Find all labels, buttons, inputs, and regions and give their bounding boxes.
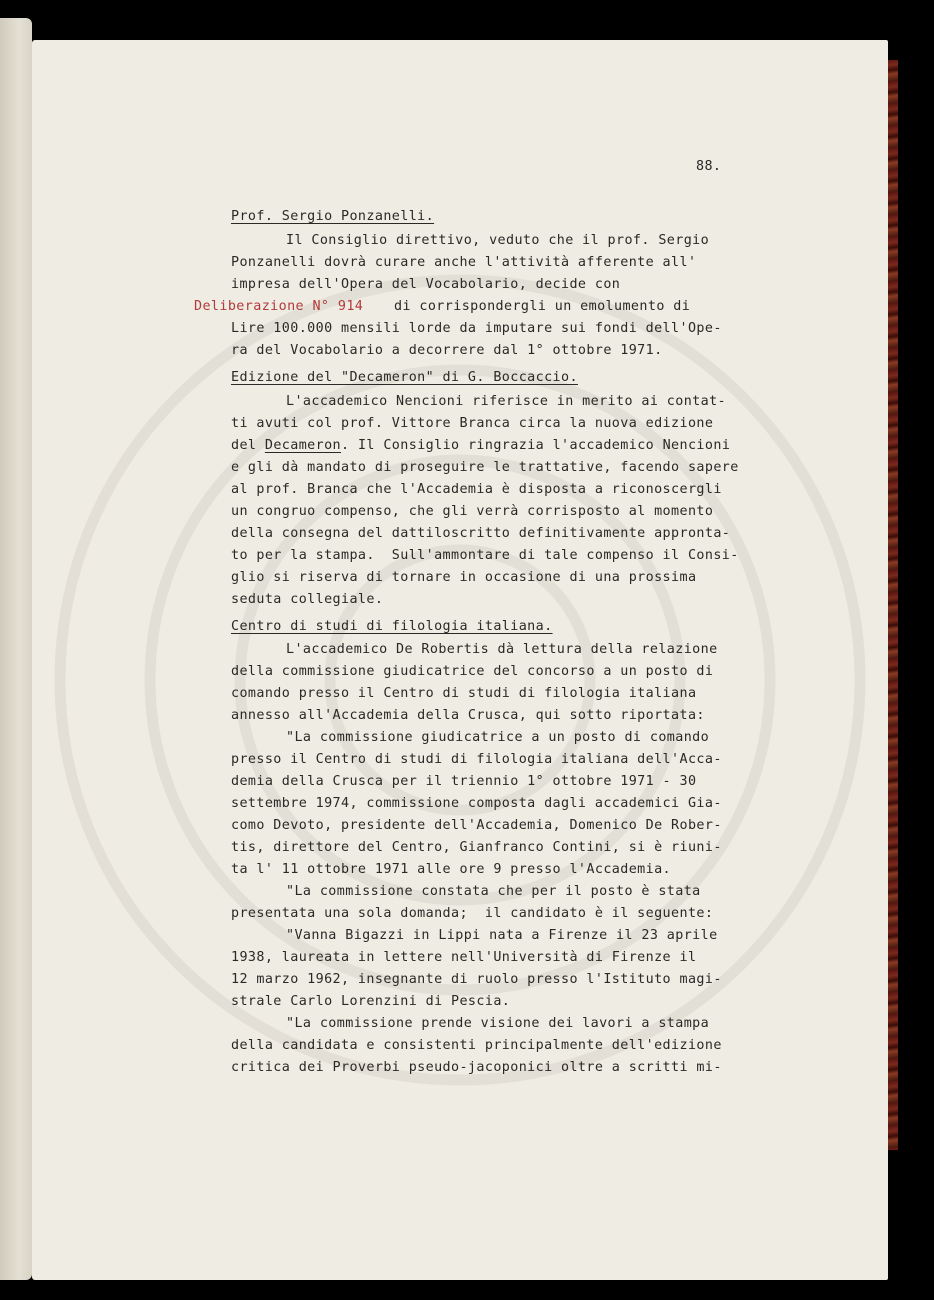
- text-line: Lire 100.000 mensili lorde da imputare sui fondi dell'Ope-: [231, 321, 722, 336]
- section-heading: Prof. Sergio Ponzanelli.: [231, 209, 435, 224]
- text-line: tis, direttore del Centro, Gianfranco Contini, si è riuni-: [231, 840, 722, 855]
- text-line: ti avuti col prof. Vittore Branca circa la nuova edizione: [231, 416, 714, 431]
- text-line: ra del Vocabolario a decorrere dal 1° ottobre 1971.: [231, 343, 663, 358]
- text-line: critica dei Proverbi pseudo-jacoponici oltre a scritti mi-: [231, 1060, 722, 1075]
- typewritten-text: [32, 40, 888, 1280]
- page-number: 88.: [696, 159, 722, 174]
- text-line: Ponzanelli dovrà curare anche l'attività afferente all': [231, 255, 697, 270]
- text-line: della commissione giudicatrice del concorso a un posto di: [231, 664, 714, 679]
- work-title: Decameron: [264, 438, 342, 453]
- text-line: della candidata e consistenti principalmente dell'edizione: [231, 1038, 722, 1053]
- text-line: annesso all'Accademia della Crusca, qui sotto riportata:: [231, 708, 705, 723]
- text-line: settembre 1974, commissione composta dagli accademici Gia-: [231, 796, 722, 811]
- section-heading: Edizione del "Decameron" di G. Boccaccio.: [231, 370, 578, 385]
- text-line: della consegna del dattiloscritto definitivamente appronta-: [231, 526, 731, 541]
- text-line: strale Carlo Lorenzini di Pescia.: [231, 994, 511, 1009]
- text-line: al prof. Branca che l'Accademia è disposta a riconoscergli: [231, 482, 722, 497]
- text-line: un congruo compenso, che gli verrà corrisposto al momento: [231, 504, 714, 519]
- text-line: di corrispondergli un emolumento di: [394, 299, 691, 314]
- text-line: [231, 437, 730, 455]
- text-line: ta l' 11 ottobre 1971 alle ore 9 presso l'Accademia.: [231, 862, 672, 877]
- text-line: Il Consiglio direttivo, veduto che il prof. Sergio: [286, 233, 710, 248]
- text-line: impresa dell'Opera del Vocabolario, decide con: [231, 277, 621, 292]
- margin-note: Deliberazione N° 914: [194, 299, 364, 314]
- text-line: presso il Centro di studi di filologia italiana dell'Acca-: [231, 752, 722, 767]
- section-heading: Centro di studi di filologia italiana.: [231, 619, 553, 634]
- text-line: glio si riserva di tornare in occasione di una prossima: [231, 570, 697, 585]
- text-fragment: del: [231, 438, 265, 453]
- text-line: comando presso il Centro di studi di filologia italiana: [231, 686, 697, 701]
- text-line: seduta collegiale.: [231, 592, 384, 607]
- text-line: "La commissione prende visione dei lavori a stampa: [286, 1016, 710, 1031]
- text-line: presentata una sola domanda; il candidato è il seguente:: [231, 906, 714, 921]
- facing-page-edge: [0, 18, 32, 1280]
- text-line: 1938, laureata in lettere nell'Università di Firenze il: [231, 950, 697, 965]
- text-line: demia della Crusca per il triennio 1° ottobre 1971 - 30: [231, 774, 697, 789]
- text-line: 12 marzo 1962, insegnante di ruolo presso l'Istituto magi-: [231, 972, 722, 987]
- text-line: "La commissione giudicatrice a un posto di comando: [286, 730, 710, 745]
- text-line: L'accademico De Robertis dà lettura della relazione: [286, 642, 718, 657]
- text-fragment: . Il Consiglio ringrazia l'accademico Nencioni: [341, 438, 731, 453]
- text-line: como Devoto, presidente dell'Accademia, Domenico De Rober-: [231, 818, 722, 833]
- text-line: L'accademico Nencioni riferisce in merito ai contat-: [286, 394, 727, 409]
- text-line: "La commissione constata che per il posto è stata: [286, 884, 701, 899]
- text-line: to per la stampa. Sull'ammontare di tale compenso il Consi-: [231, 548, 739, 563]
- text-line: e gli dà mandato di proseguire le trattative, facendo sapere: [231, 460, 739, 475]
- text-line: "Vanna Bigazzi in Lippi nata a Firenze il 23 aprile: [286, 928, 718, 943]
- document-page: [32, 40, 888, 1280]
